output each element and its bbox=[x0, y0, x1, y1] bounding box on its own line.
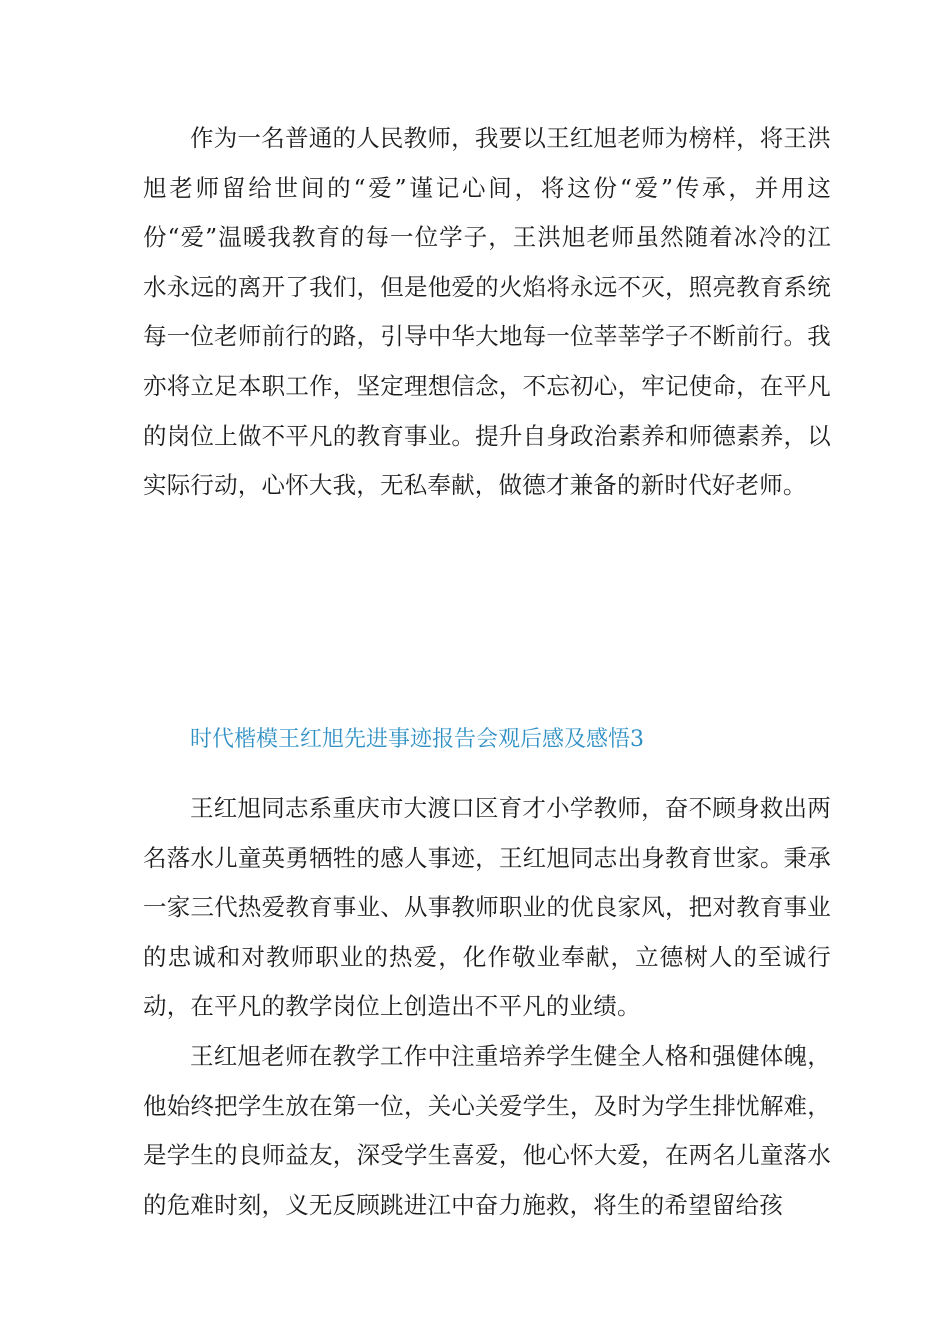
section-heading: 时代楷模王红旭先进事迹报告会观后感及感悟3 bbox=[190, 727, 644, 752]
section-1 bbox=[143, 114, 831, 511]
paragraph-2: 王红旭同志系重庆市大渡口区育才小学教师，奋不顾身救出两名落水儿童英勇牺牲的感人事迹，王红旭同志出身教育世家。秉承一家三代热爱教育事业、从事教师职业的优良家风，把对教育事业的忠诚和对教师职业的热爱，化作敬业奉献，立德树人的至诚行动，在平凡的教学岗位上创造出不平凡的业绩。 bbox=[143, 794, 831, 1021]
section-2 bbox=[143, 784, 831, 1230]
paragraph-1: 作为一名普通的人民教师，我要以王红旭老师为榜样，将王洪旭老师留给世间的“爱”谨记心间，将这份“爱”传承，并用这份“爱”温暖我教育的每一位学子，王洪旭老师虽然随着冰冷的江水永远的离开了我们，但是他爱的火焰将永远不灭，照亮教育系统每一位老师前行的路，引导中华大地每一位莘莘学子不断前行。我亦将立足本职工作，坚定理想信念，不忘初心，牢记使命，在平凡的岗位上做不平凡的教育事业。提升自身政治素养和师德素养，以实际行动，心怀大我，无私奉献，做德才兼备的新时代好老师。 bbox=[143, 124, 831, 500]
paragraph-3: 王红旭老师在教学工作中注重培养学生健全人格和强健体魄，他始终把学生放在第一位，关心关爱学生，及时为学生排忧解难，是学生的良师益友，深受学生喜爱，他心怀大爱，在两名儿童落水的危难时刻，义无反顾跳进江中奋力施救，将生的希望留给孩 bbox=[143, 1041, 831, 1219]
